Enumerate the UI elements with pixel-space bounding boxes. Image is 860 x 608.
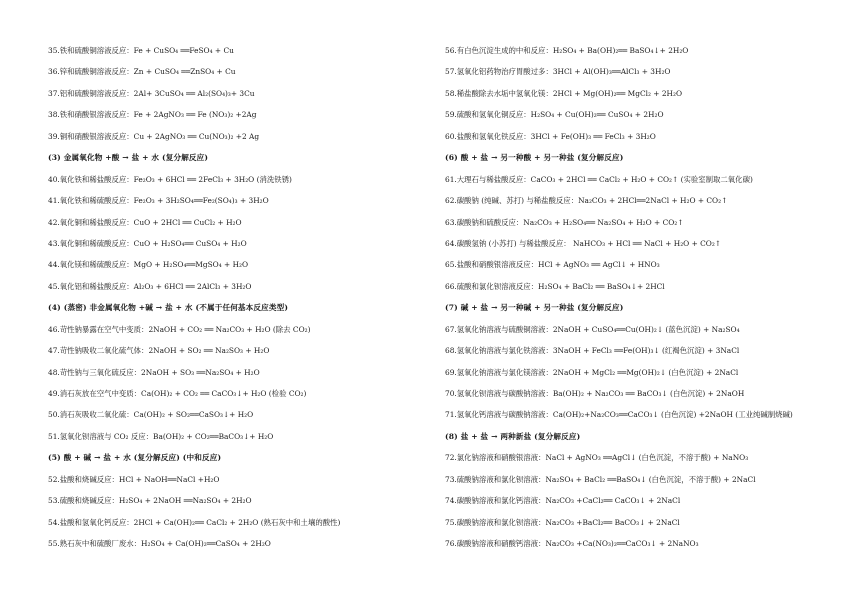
right-equation-line: 75.碳酸钠溶液和氯化钡溶液：Na₂CO₃ +BaCl₂══ BaCO₃↓ + 2NaCl: [445, 517, 680, 527]
right-equation-line: 63.碳酸钠和硫酸反应：Na₂CO₃ + H₂SO₄══ Na₂SO₄ + H₂O + CO₂↑: [445, 217, 684, 227]
left-section-heading: (4) (蒸密) 非金属氧化物 +碱 → 盐 + 水 (不属于任何基本反应类型): [48, 303, 289, 313]
right-equation-line: 73.硫酸钠溶液和氯化钡溶液：Na₂SO₄ + BaCl₂ ══BaSO₄↓ (白色沉淀，不溶于酸) + 2NaCl: [445, 474, 756, 484]
right-equation-line: 65.盐酸和硝酸银溶液反应：HCl + AgNO₃ ══ AgCl↓ + HNO₃: [445, 260, 660, 270]
right-section-heading: (7) 碱 + 盐 → 另一种碱 + 另一种盐 (复分解反应): [445, 303, 624, 313]
left-equation-line: 35.铁和硫酸铜溶液反应：Fe + CuSO₄ ══FeSO₄ + Cu: [48, 46, 234, 55]
left-equation-line: 37.铝和硫酸铜溶液反应：2Al+ 3CuSO₄ ══ Al₂(SO₄)₃+ 3Cu: [48, 88, 255, 98]
left-equation-line: 48.苛性钠与三氧化硫反应：2NaOH + SO₃ ══Na₂SO₄ + H₂O: [48, 367, 260, 377]
right-equation-line: 59.硫酸和氢氧化铜反应：H₂SO₄ + Cu(OH)₂══ CuSO₄ + 2H₂O: [445, 110, 664, 120]
left-equation-line: 36.锌和硫酸铜溶液反应：Zn + CuSO₄ ══ZnSO₄ + Cu: [48, 67, 236, 77]
left-equation-line: 49.消石灰放在空气中变质：Ca(OH)₂ + CO₂ ══ CaCO₃↓+ H₂O (检验 CO₂): [48, 389, 307, 398]
left-section-heading: (3) 金属氧化物 +酸 → 盐 + 水 (复分解反应): [48, 153, 209, 163]
right-equation-line: 62.碳酸钠 (纯碱、苏打) 与稀盐酸反应：Na₂CO₃ + 2HCl══2NaCl + H₂O + CO₂↑: [445, 196, 728, 206]
left-equation-line: 44.氧化镁和稀硫酸反应：MgO + H₂SO₄══MgSO₄ + H₂O: [48, 260, 249, 270]
left-column: [48, 40, 408, 555]
right-equation-line: 64.碳酸氢钠 (小苏打) 与稀盐酸反应： NaHCO₃ + HCl ══ NaCl + H₂O + CO₂↑: [445, 238, 721, 248]
right-equation-line: 67.氢氧化钠溶液与硫酸铜溶液：2NaOH + CuSO₄══Cu(OH)₂↓ (蓝色沉淀) + Na₂SO₄: [445, 324, 740, 334]
left-equation-line: 53.硫酸和烧碱反应：H₂SO₄ + 2NaOH ══Na₂SO₄ + 2H₂O: [48, 496, 252, 506]
left-equation-line: 43.氧化铜和稀硫酸反应：CuO + H₂SO₄══ CuSO₄ + H₂O: [48, 238, 247, 248]
right-equation-line: 72.氯化钠溶液和硝酸银溶液：NaCl + AgNO₃ ══AgCl↓ (白色沉淀，不溶于酸) + NaNO₃: [445, 453, 749, 463]
right-equation-line: 60.盐酸和氢氧化铁反应：3HCl + Fe(OH)₃ ══ FeCl₃ + 3H₂O: [445, 131, 656, 141]
left-equation-line: 39.铜和硝酸银溶液反应：Cu + 2AgNO₃ ══ Cu(NO₃)₂ +2 Ag: [48, 131, 260, 141]
right-equation-line: 56.有白色沉淀生成的中和反应：H₂SO₄ + Ba(OH)₂══ BaSO₄↓+ 2H₂O: [445, 46, 689, 55]
left-equation-line: 54.盐酸和氢氧化钙反应：2HCl + Ca(OH)₂══ CaCl₂ + 2H₂O (熟石灰中和土壤的酸性): [48, 517, 341, 527]
right-equation-line: 58.稀盐酸除去水垢中氢氧化镁：2HCl + Mg(OH)₂══ MgCl₂ + 2H₂O: [445, 88, 683, 98]
right-equation-line: 70.氢氧化钡溶液与碳酸钠溶液：Ba(OH)₂ + Na₂CO₃ ══ BaCO₃↓ (白色沉淀) + 2NaOH: [445, 389, 745, 398]
right-equation-line: 57.氢氧化铝药物治疗胃酸过多：3HCl + Al(OH)₃══AlCl₃ + 3H₂O: [445, 67, 671, 77]
right-equation-line: 76.碳酸钠溶液和硝酸钙溶液：Na₂CO₃ +Ca(NO₃)₂══CaCO₃↓ + 2NaNO₃: [445, 539, 699, 549]
right-column: [445, 40, 845, 555]
left-equation-line: 52.盐酸和烧碱反应：HCl + NaOH══NaCl +H₂O: [48, 474, 220, 484]
left-equation-line: 46.苛性钠暴露在空气中变质：2NaOH + CO₂ ══ Na₂CO₃ + H₂O (除去 CO₂): [48, 324, 311, 334]
left-equation-line: 51.氢氧化钡溶液与 CO₂ 反应：Ba(OH)₂ + CO₂══BaCO₃↓+ H₂O: [48, 431, 274, 441]
left-equation-line: 42.氧化铜和稀盐酸反应：CuO + 2HCl ══ CuCl₂ + H₂O: [48, 217, 242, 227]
right-section-heading: (6) 酸 + 盐 → 另一种酸 + 另一种盐 (复分解反应): [445, 153, 624, 163]
left-equation-line: 55.熟石灰中和硫酸厂废水：H₂SO₄ + Ca(OH)₂══CaSO₄ + 2H₂O: [48, 539, 271, 549]
right-equation-line: 68.氢氧化钠溶液与氯化铁溶液：3NaOH + FeCl₃ ══Fe(OH)₃↓ (红褐色沉淀) + 3NaCl: [445, 346, 740, 356]
left-equation-line: 41.氧化铁和稀硫酸反应：Fe₂O₃ + 3H₂SO₄══Fe₂(SO₄)₃ + 3H₂O: [48, 196, 269, 206]
left-equation-line: 47.苛性钠吸收二氧化硫气体：2NaOH + SO₂ ══ Na₂SO₃ + H₂O: [48, 346, 270, 356]
left-section-heading: (5) 酸 + 碱 → 盐 + 水 (复分解反应) (中和反应): [48, 453, 222, 463]
right-equation-line: 61.大理石与稀盐酸反应：CaCO₃ + 2HCl ══ CaCl₂ + H₂O + CO₂↑ (实验室制取二氧化碳): [445, 174, 753, 184]
left-equation-line: 50.消石灰吸收二氧化硫：Ca(OH)₂ + SO₂══CaSO₃↓+ H₂O: [48, 410, 254, 420]
right-equation-line: 71.氢氧化钙溶液与碳酸钠溶液：Ca(OH)₂+Na₂CO₃══CaCO₃↓ (白色沉淀) +2NaOH (工业纯碱制烧碱): [445, 410, 793, 420]
right-equation-line: 66.硫酸和氯化钡溶液反应：H₂SO₄ + BaCl₂ ══ BaSO₄↓+ 2HCl: [445, 281, 665, 291]
left-equation-line: 45.氧化铝和稀盐酸反应：Al₂O₃ + 6HCl ══ 2AlCl₃ + 3H₂O: [48, 281, 252, 291]
left-equation-line: 40.氧化铁和稀盐酸反应：Fe₂O₃ + 6HCl ══ 2FeCl₃ + 3H₂O (消洗铁锈): [48, 174, 292, 184]
right-equation-line: 74.碳酸钠溶液和氯化钙溶液：Na₂CO₃ +CaCl₂══ CaCO₃↓ + 2NaCl: [445, 496, 681, 506]
right-equation-line: 69.氢氧化钠溶液与氯化镁溶液：2NaOH + MgCl₂ ══Mg(OH)₂↓ (白色沉淀) + 2NaCl: [445, 367, 739, 377]
left-equation-line: 38.铁和硝酸银溶液反应：Fe + 2AgNO₃ ══ Fe (NO₃)₂ +2Ag: [48, 110, 257, 120]
right-section-heading: (8) 盐 + 盐 → 两种新盐 (复分解反应): [445, 431, 581, 441]
